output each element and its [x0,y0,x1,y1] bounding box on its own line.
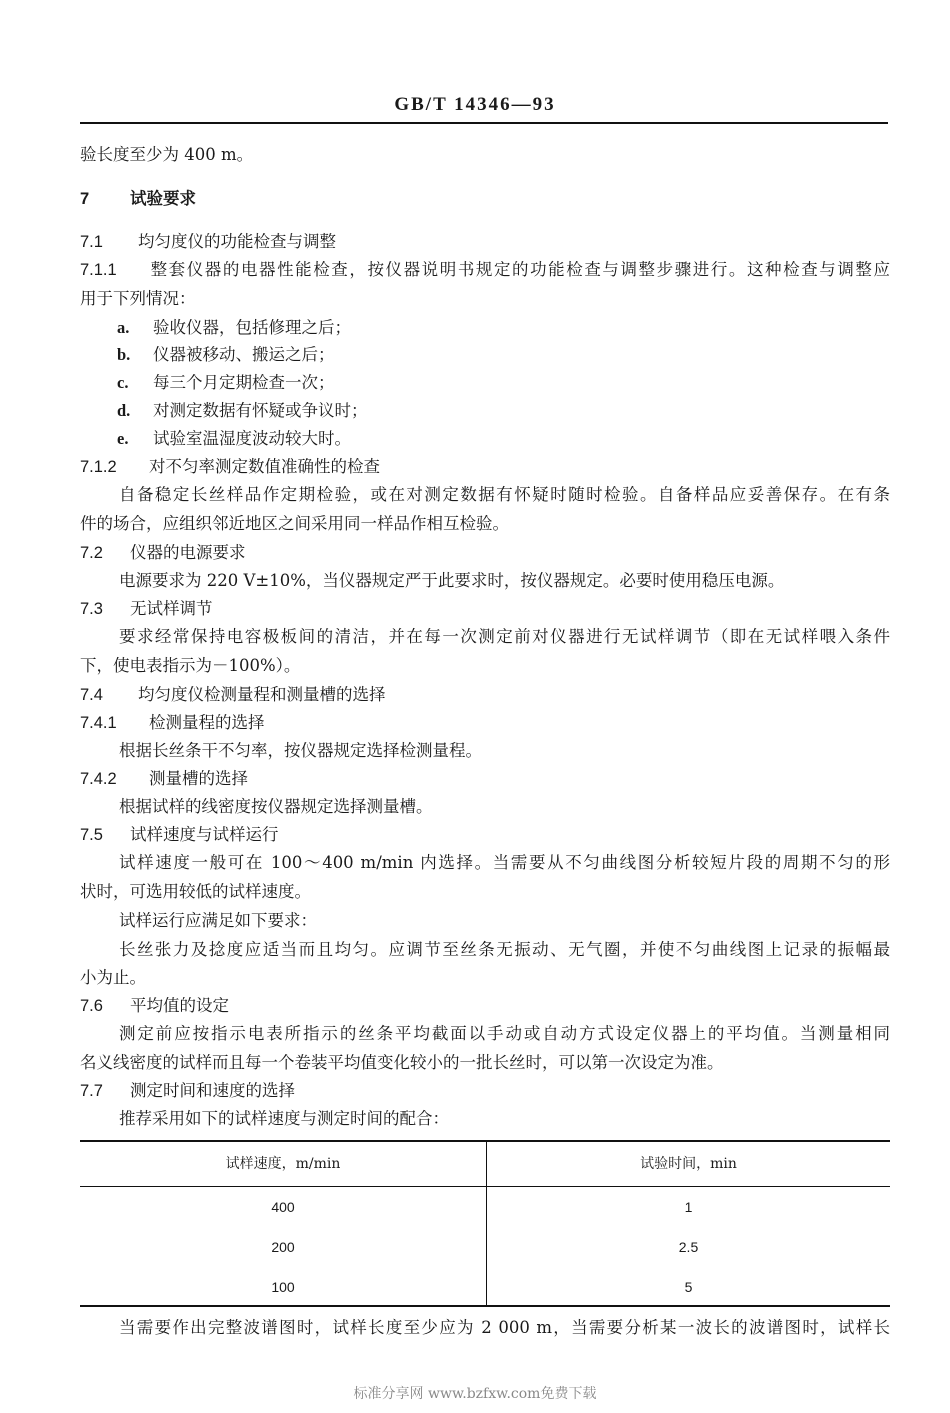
section-7-heading [80,186,890,212]
section-number: 7.6 [80,997,103,1015]
section-title: 测定时间和速度的选择 [130,1081,295,1100]
section-number: 7.5 [80,826,103,844]
section-title: 测量槽的选择 [149,769,248,788]
table-cell: 100 [80,1267,487,1307]
section-title: 试样速度与试样运行 [130,825,279,844]
standard-number-header: GB/T 14346—93 [394,94,556,115]
list-item-text: 验收仪器，包括修理之后； [153,318,351,337]
section-title: 试验要求 [130,189,196,208]
list-item [117,342,927,368]
section-title: 无试样调节 [130,599,213,618]
header-rule [80,122,888,124]
paragraph-line: 推荐采用如下的试样速度与测定时间的配合： [119,1109,449,1128]
paragraph-line: 根据试样的线密度按仪器规定选择测量槽。 [119,797,433,816]
column-header-time: 试验时间，min [487,1140,891,1187]
paragraph-line: 名义线密度的试样而且每一个卷装平均值变化较小的一批长丝时，可以第一次设定为准。 [80,1053,724,1072]
paragraph-line: 要求经常保持电容极板间的清洁，并在每一次测定前对仪器进行无试样调节（即在无试样喂入条件 [119,627,890,646]
section-title: 平均值的设定 [130,996,229,1015]
section-number: 7.1 [80,233,103,251]
section-number: 7.1.1 [80,261,117,279]
watermark-footer: 标准分享网 www.bzfxw.com免费下载 [353,1386,597,1402]
table-header-row [80,1140,890,1187]
section-title: 检测量程的选择 [149,713,265,732]
section-number: 7.7 [80,1082,103,1100]
table-cell: 200 [80,1227,487,1267]
section-7-1-1-line-1 [80,257,890,283]
list-item-text: 对测定数据有怀疑或争议时； [153,401,368,420]
paragraph-line: 根据长丝条干不匀率，按仪器规定选择检测量程。 [119,741,482,760]
list-item-label: b. [117,345,131,364]
section-7-5-heading [80,822,890,848]
table-row [80,1187,890,1228]
section-7-1-heading [80,229,890,255]
table-bottom-rule [80,1305,890,1307]
section-number: 7.4.1 [80,714,117,732]
list-item-text: 仪器被移动、搬运之后； [153,345,335,364]
section-title: 均匀度仪的功能检查与调整 [138,232,336,251]
list-item-label: c. [117,373,129,392]
list-item [117,398,927,424]
paragraph-line: 长丝张力及捻度应适当而且均匀。应调节至丝条无振动、无气圈，并使不匀曲线图上记录的振幅最 [119,940,890,959]
paragraph-line: 件的场合，应组织邻近地区之间采用同一样品作相互检验。 [80,514,509,533]
list-item-text: 每三个月定期检查一次； [153,373,335,392]
list-item-label: d. [117,401,131,420]
paragraph-line: 试样速度一般可在 100～400 m/min 内选择。当需要从不匀曲线图分析较短片段的周期不匀的形 [119,853,890,872]
section-7-4-1-heading [80,710,890,736]
table-cell: 2.5 [678,1239,699,1255]
section-number: 7 [80,190,90,208]
table-row [80,1267,890,1307]
paragraph-line: 自备稳定长丝样品作定期检验，或在对测定数据有怀疑时随时检验。自备样品应妥善保存。在有条 [119,485,890,504]
section-7-2-heading [80,540,890,566]
section-number: 7.3 [80,600,103,618]
section-7-1-2-heading [80,454,890,480]
section-title: 均匀度仪检测量程和测量槽的选择 [138,685,386,704]
table-cell: 5 [684,1279,693,1295]
table-cell: 1 [684,1199,693,1215]
section-title: 仪器的电源要求 [130,543,246,562]
section-7-7-heading [80,1078,890,1104]
paragraph-line: 下，使电表指示为－100%）。 [80,656,301,675]
list-item [117,370,927,396]
closing-paragraph-line: 当需要作出完整波谱图时，试样长度至少应为 2 000 m，当需要分析某一波长的波谱图时，试样长 [119,1318,890,1337]
paragraph-line: 试样运行应满足如下要求： [119,911,317,930]
section-7-1-1-line-2: 用于下列情况： [80,289,196,308]
speed-time-table [80,1140,890,1307]
paragraph-line: 测定前应按指示电表所指示的丝条平均截面以手动或自动方式设定仪器上的平均值。当测量相同 [119,1024,890,1043]
section-7-6-heading [80,993,890,1019]
list-item [117,315,927,341]
list-item [117,426,927,452]
section-number: 7.4.2 [80,770,117,788]
section-number: 7.1.2 [80,458,117,476]
paragraph-text: 整套仪器的电器性能检查，按仪器说明书规定的功能检查与调整步骤进行。这种检查与调整应 [149,260,890,279]
list-item-label: a. [117,318,130,337]
paragraph-line: 电源要求为 220 V±10%，当仪器规定严于此要求时，按仪器规定。必要时使用稳压电源。 [119,571,785,590]
section-number: 7.2 [80,544,103,562]
paragraph-line: 小为止。 [80,968,146,987]
section-title: 对不匀率测定数值准确性的检查 [149,457,380,476]
section-7-4-2-heading [80,766,890,792]
continuation-text: 验长度至少为 400 m。 [80,145,254,164]
list-item-label: e. [117,429,129,448]
section-number: 7.4 [80,686,103,704]
paragraph-line: 状时，可选用较低的试样速度。 [80,882,311,901]
section-7-4-heading [80,682,890,708]
list-item-text: 试验室温湿度波动较大时。 [153,429,351,448]
table-cell: 400 [80,1187,487,1228]
section-7-3-heading [80,596,890,622]
table-row [80,1227,890,1267]
column-header-speed: 试样速度，m/min [80,1140,487,1187]
